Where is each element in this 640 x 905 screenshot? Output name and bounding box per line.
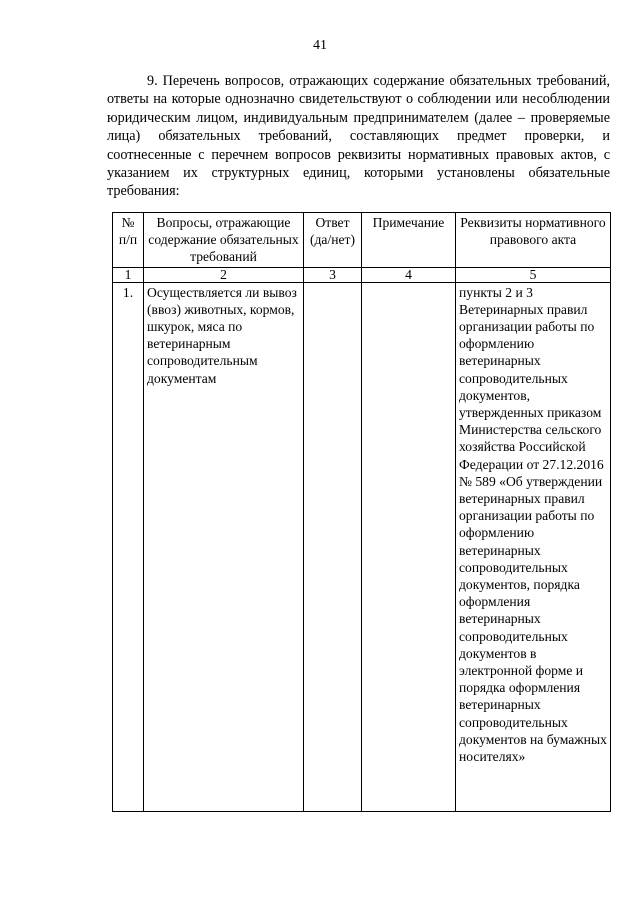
row-requisites: пункты 2 и 3 Ветеринарных правил организации работы по оформлению ветеринарных сопроводительных документов, утвержденных приказом Министерства сельского хозяйства Российской Федерации от 27.12.2016 № 589 «Об утверждении ветеринарных правил организации работы по оформлению ветеринарных сопроводительных документов, порядка оформления ветеринарных сопроводительных документов в электронной форме и порядка оформления ветеринарных сопроводительных документов на бумажных носителях» <box>456 282 611 811</box>
column-number: 1 <box>113 267 144 282</box>
header-requisites: Реквизиты нормативного правового акта <box>456 213 611 268</box>
requirements-table <box>112 212 611 812</box>
table-header-row <box>113 213 611 268</box>
column-number: 3 <box>304 267 362 282</box>
row-number: 1. <box>113 282 144 811</box>
header-number: № п/п <box>113 213 144 268</box>
row-question: Осуществляется ли вывоз (ввоз) животных, кормов, шкурок, мяса по ветеринарным сопроводительным документам <box>144 282 304 811</box>
intro-paragraph <box>107 72 610 201</box>
row-answer <box>304 282 362 811</box>
column-number: 5 <box>456 267 611 282</box>
header-answer: Ответ (да/нет) <box>304 213 362 268</box>
row-note <box>362 282 456 811</box>
column-number-row <box>113 267 611 282</box>
header-questions: Вопросы, отражающие содержание обязательных требований <box>144 213 304 268</box>
page-number: 41 <box>313 38 327 53</box>
column-number: 2 <box>144 267 304 282</box>
header-note: Примечание <box>362 213 456 268</box>
column-number: 4 <box>362 267 456 282</box>
intro-text: 9. Перечень вопросов, отражающих содержание обязательных требований, ответы на которые однозначно свидетельствуют о соблюдении или несоблюдении юридическим лицом, индивидуальным предпринимателем (далее – проверяемые лица) обязательных требований, составляющих предмет проверки, и соотнесенные с перечнем вопросов реквизиты нормативных правовых актов, с указанием их структурных единиц, которыми установлены обязательные требования: <box>107 73 610 200</box>
table-row <box>113 282 611 811</box>
